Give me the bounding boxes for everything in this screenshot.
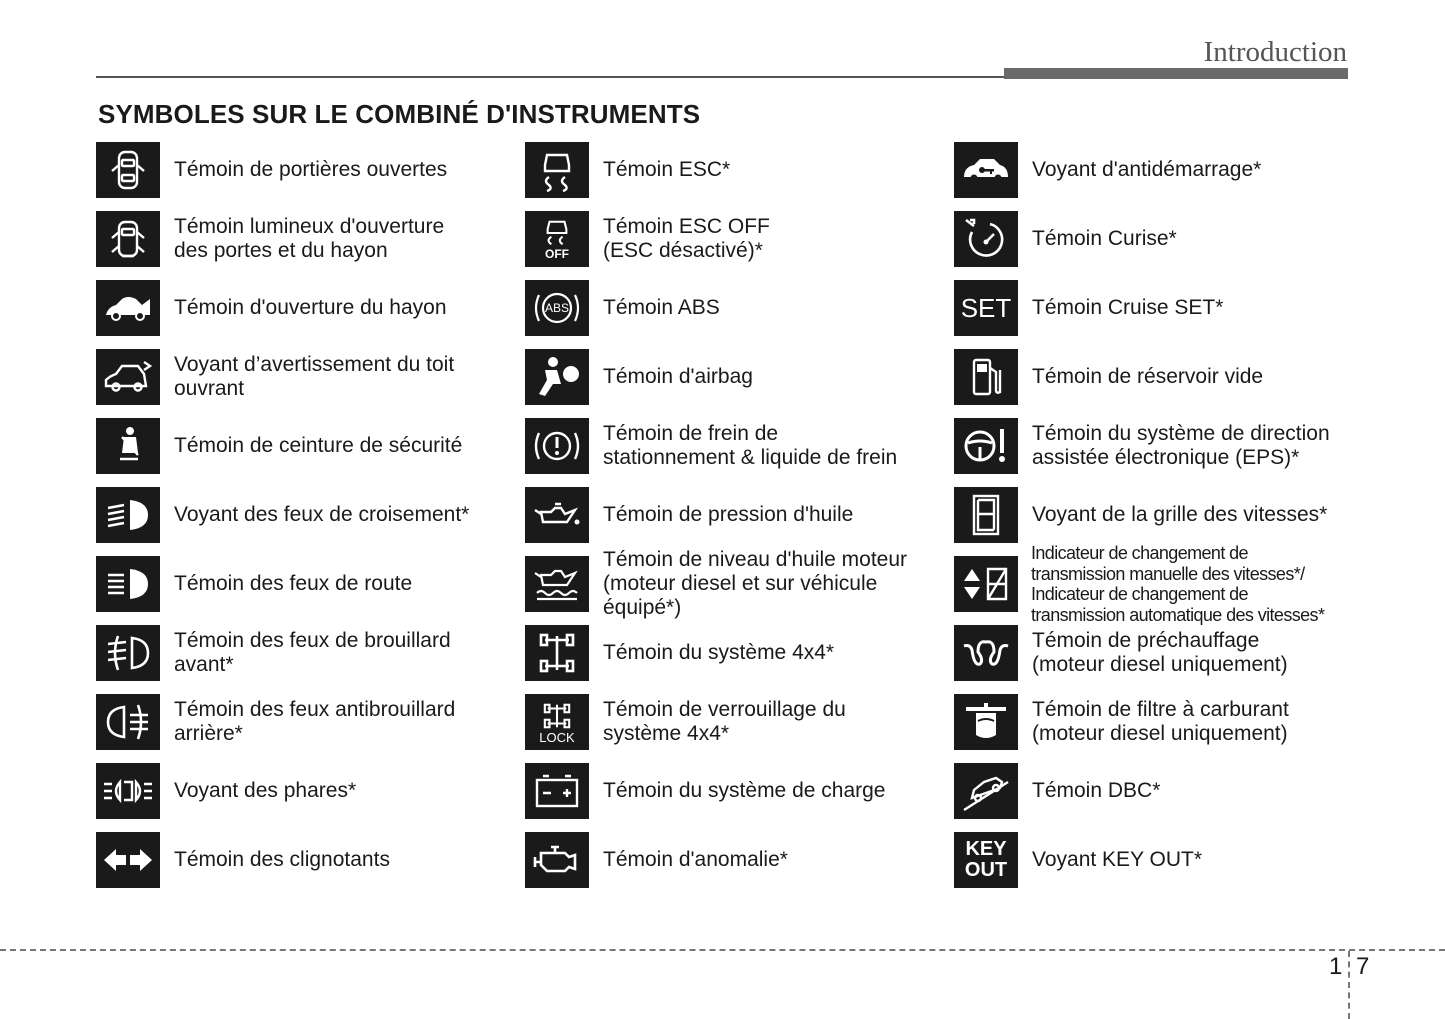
symbol-label: Voyant des phares* <box>174 779 357 802</box>
header-rule <box>96 76 1004 78</box>
symbol-row <box>525 763 885 819</box>
symbol-label: Voyant de la grille des vitesses* <box>1032 503 1328 526</box>
airbag-icon <box>525 349 589 405</box>
headlamp-icon <box>96 763 160 819</box>
symbol-label: Témoin lumineux d'ouverture des portes et du hayon <box>174 215 445 262</box>
symbol-label: Témoin de pression d'huile <box>603 503 854 526</box>
symbol-row <box>954 763 1160 819</box>
low-beam-icon <box>96 487 160 543</box>
eps-icon <box>954 418 1018 474</box>
symbol-row <box>525 418 897 474</box>
high-beam-icon <box>96 556 160 612</box>
page-number: 7 <box>1356 953 1370 980</box>
footer-rule <box>0 949 1445 951</box>
symbol-row <box>954 694 1289 750</box>
symbol-row <box>525 832 788 888</box>
symbol-row <box>525 625 834 681</box>
shift-indicator-icon <box>954 556 1018 612</box>
symbol-row <box>525 211 770 267</box>
symbol-label: Témoin d'anomalie* <box>603 848 788 871</box>
cruise-icon <box>954 211 1018 267</box>
symbol-row <box>525 280 720 336</box>
symbol-label: Voyant KEY OUT* <box>1032 848 1203 871</box>
symbol-label: Témoin de réservoir vide <box>1032 365 1264 388</box>
key-out-icon: KEY OUT <box>954 832 1018 888</box>
symbol-row <box>96 694 455 750</box>
symbol-row <box>96 763 356 819</box>
symbol-label: Témoin des feux de brouillard avant* <box>174 629 451 676</box>
symbol-label: Témoin du système de direction assistée électronique (EPS)* <box>1032 422 1330 469</box>
fuel-icon <box>954 349 1018 405</box>
rear-fog-icon <box>96 694 160 750</box>
cruise-set-icon: SET <box>954 280 1018 336</box>
symbol-label: Voyant des feux de croisement* <box>174 503 470 526</box>
symbol-label: Témoin DBC* <box>1032 779 1161 802</box>
esc-icon <box>525 142 589 198</box>
symbol-row <box>525 487 853 543</box>
abs-icon: ABS <box>525 280 589 336</box>
chapter-number: 1 <box>1329 953 1343 980</box>
battery-icon <box>525 763 589 819</box>
doors-tailgate-icon <box>96 211 160 267</box>
four-wd-lock-icon: LOCK <box>525 694 589 750</box>
symbol-row <box>96 625 451 681</box>
turn-signal-icon <box>96 832 160 888</box>
symbol-row <box>96 280 447 336</box>
symbol-row <box>525 349 753 405</box>
symbol-label: Indicateur de changement de transmission manuelle des vitesses*/ Indicateur de changement de transmission automatique des vitesses* <box>1031 543 1325 625</box>
symbol-label: Témoin de préchauffage (moteur diesel uniquement) <box>1032 629 1288 676</box>
symbol-label: Témoin du système 4x4* <box>603 641 835 664</box>
shift-grid-icon <box>954 487 1018 543</box>
symbol-label: Témoin de niveau d'huile moteur (moteur diesel et sur véhicule équipé*) <box>603 548 908 619</box>
oil-level-icon <box>525 556 589 612</box>
symbol-label: Témoin ABS <box>603 296 720 319</box>
symbol-label: Témoin d'ouverture du hayon <box>174 296 447 319</box>
symbol-label: Témoin Cruise SET* <box>1032 296 1224 319</box>
symbol-label: Voyant d’avertissement du toit ouvrant <box>174 353 455 400</box>
symbol-label: Témoin de portières ouvertes <box>174 158 448 181</box>
four-wd-icon <box>525 625 589 681</box>
symbol-row <box>954 832 1202 888</box>
symbol-row <box>954 487 1327 543</box>
symbol-row <box>954 142 1261 198</box>
symbol-label: Témoin ESC OFF (ESC désactivé)* <box>603 215 770 262</box>
symbol-label: Témoin de verrouillage du système 4x4* <box>603 698 846 745</box>
symbol-row <box>96 142 447 198</box>
symbol-row <box>525 694 846 750</box>
symbol-row <box>96 418 462 474</box>
symbol-row <box>954 418 1330 474</box>
dbc-icon <box>954 763 1018 819</box>
tailgate-open-icon <box>96 280 160 336</box>
doors-open-icon <box>96 142 160 198</box>
symbol-label: Témoin Curise* <box>1032 227 1177 250</box>
symbol-label: Témoin des feux antibrouillard arrière* <box>174 698 456 745</box>
symbol-label: Voyant d'antidémarrage* <box>1032 158 1262 181</box>
header-bar <box>1004 68 1348 79</box>
symbol-label: Témoin des clignotants <box>174 848 390 871</box>
front-fog-icon <box>96 625 160 681</box>
symbol-row <box>96 556 412 612</box>
oil-pressure-icon <box>525 487 589 543</box>
glow-plug-icon <box>954 625 1018 681</box>
symbol-label: Témoin des feux de route <box>174 572 413 595</box>
symbol-label: Témoin du système de charge <box>603 779 886 802</box>
symbol-label: Témoin de filtre à carburant (moteur diesel uniquement) <box>1032 698 1289 745</box>
symbol-row <box>96 832 390 888</box>
symbol-row <box>525 142 730 198</box>
symbol-label: Témoin de frein de stationnement & liquide de frein <box>603 422 898 469</box>
symbol-row <box>96 487 469 543</box>
symbol-row <box>954 349 1263 405</box>
page-title: SYMBOLES SUR LE COMBINÉ D'INSTRUMENTS <box>98 99 701 129</box>
symbol-row <box>525 548 908 619</box>
symbol-label: Témoin ESC* <box>603 158 731 181</box>
seatbelt-icon <box>96 418 160 474</box>
engine-check-icon <box>525 832 589 888</box>
immobilizer-icon <box>954 142 1018 198</box>
fuel-filter-icon <box>954 694 1018 750</box>
symbol-row <box>954 280 1223 336</box>
symbol-row <box>954 543 1325 625</box>
footer-divider <box>1348 951 1350 1019</box>
symbol-row <box>96 211 444 267</box>
symbol-row <box>96 349 454 405</box>
section-header: Introduction <box>1203 36 1347 68</box>
esc-off-icon: OFF <box>525 211 589 267</box>
symbol-row <box>954 211 1177 267</box>
symbol-row <box>954 625 1288 681</box>
symbol-label: Témoin d'airbag <box>603 365 753 388</box>
sunroof-icon <box>96 349 160 405</box>
symbol-label: Témoin de ceinture de sécurité <box>174 434 463 457</box>
brake-icon <box>525 418 589 474</box>
